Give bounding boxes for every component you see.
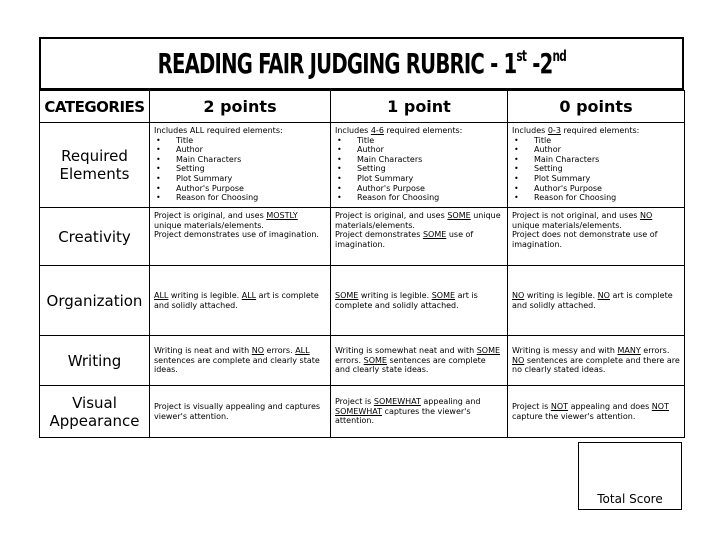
- category-visual-appearance: Visual Appearance: [40, 386, 150, 438]
- cell-required-0pts: Includes 0-3 required elements: • Title • Author • Main Characters • Setting • Plot Summary • Author's Purpose • Reason for Choosing: [508, 123, 685, 208]
- title-box: [39, 37, 684, 90]
- category-required-elements: Required Elements: [40, 123, 150, 208]
- cell-writing-1pt: Writing is somewhat neat and with SOME errors. SOME sentences are complete and clearly state ideas.: [331, 336, 508, 386]
- cell-organization-2pts: ALL writing is legible. ALL art is complete and solidly attached.: [150, 266, 331, 336]
- cell-creativity-1pt: Project is original, and uses SOME unique materials/elements. Project demonstrates SOME use of imagination.: [331, 208, 508, 266]
- category-writing: Writing: [40, 336, 150, 386]
- row-visual-appearance: [40, 386, 685, 438]
- header-1-point: 1 point: [331, 91, 508, 123]
- cell-writing-2pts: Writing is neat and with NO errors. ALL sentences are complete and clearly state ideas.: [150, 336, 331, 386]
- total-score-box[interactable]: [578, 442, 682, 510]
- total-score-label: Total Score: [597, 492, 663, 506]
- header-categories: CATEGORIES: [40, 91, 150, 123]
- cell-writing-0pts: Writing is messy and with MANY errors. NO sentences are complete and there are no clearly stated ideas.: [508, 336, 685, 386]
- category-organization: Organization: [40, 266, 150, 336]
- cell-organization-0pts: NO writing is legible. NO art is complete and solidly attached.: [508, 266, 685, 336]
- category-creativity: Creativity: [40, 208, 150, 266]
- row-writing: [40, 336, 685, 386]
- cell-required-2pts: Includes ALL required elements: • Title • Author • Main Characters • Setting • Plot Summary • Author's Purpose • Reason for Choosing: [150, 123, 331, 208]
- page-title: READING FAIR JUDGING RUBRIC - 1st -2nd: [157, 47, 566, 80]
- cell-visual-0pts: Project is NOT appealing and does NOT capture the viewer's attention.: [508, 386, 685, 438]
- required-elements-list: • Title • Author • Main Characters • Setting • Plot Summary • Author's Purpose • Reason for Choosing: [512, 136, 680, 203]
- cell-creativity-2pts: Project is original, and uses MOSTLY unique materials/elements. Project demonstrates use of imagination.: [150, 208, 331, 266]
- rubric-table: [39, 90, 685, 438]
- required-elements-list: • Title • Author • Main Characters • Setting • Plot Summary • Author's Purpose • Reason for Choosing: [154, 136, 326, 203]
- cell-organization-1pt: SOME writing is legible. SOME art is complete and solidly attached.: [331, 266, 508, 336]
- required-elements-list: • Title • Author • Main Characters • Setting • Plot Summary • Author's Purpose • Reason for Choosing: [335, 136, 503, 203]
- cell-visual-2pts: Project is visually appealing and captures viewer's attention.: [150, 386, 331, 438]
- row-organization: [40, 266, 685, 336]
- cell-required-1pt: Includes 4-6 required elements: • Title • Author • Main Characters • Setting • Plot Summary • Author's Purpose • Reason for Choosing: [331, 123, 508, 208]
- cell-creativity-0pts: Project is not original, and uses NO unique materials/elements. Project does not demonstrate use of imagination.: [508, 208, 685, 266]
- cell-visual-1pt: Project is SOMEWHAT appealing and SOMEWHAT captures the viewer's attention.: [331, 386, 508, 438]
- header-row: [40, 91, 685, 123]
- header-2-points: 2 points: [150, 91, 331, 123]
- header-0-points: 0 points: [508, 91, 685, 123]
- row-creativity: [40, 208, 685, 266]
- row-required-elements: [40, 123, 685, 208]
